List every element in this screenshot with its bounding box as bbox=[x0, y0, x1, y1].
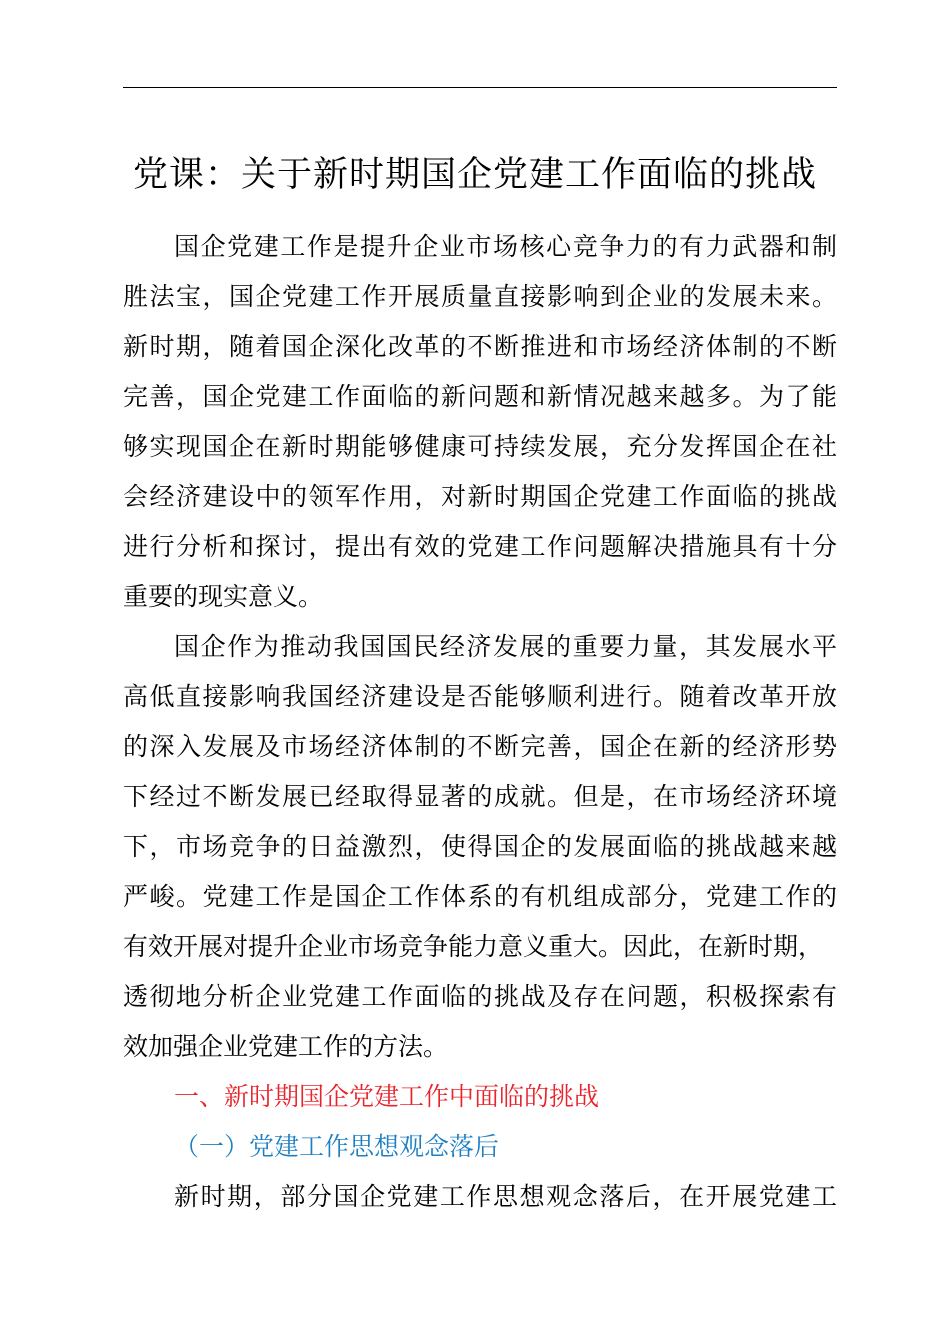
text-line: 下，市场竞争的日益激烈，使得国企的发展面临的挑战越来越 bbox=[123, 832, 837, 861]
text-line: 完善，国企党建工作面临的新问题和新情况越来越多。为了能 bbox=[123, 382, 837, 411]
document-title: 党课：关于新时期国企党建工作面临的挑战 bbox=[132, 155, 817, 195]
text-line: 新时期，部分国企党建工作思想观念落后，在开展党建工 bbox=[174, 1182, 837, 1211]
text-line: 国企党建工作是提升企业市场核心竞争力的有力武器和制 bbox=[174, 232, 837, 261]
document-body bbox=[123, 222, 837, 1222]
text-line: 的深入发展及市场经济体制的不断完善，国企在新的经济形势 bbox=[123, 732, 837, 761]
paragraph-2 bbox=[123, 622, 837, 1072]
text-line: 有效开展对提升企业市场竞争能力意义重大。因此，在新时期， bbox=[123, 932, 824, 961]
text-line: 会经济建设中的领军作用，对新时期国企党建工作面临的挑战 bbox=[123, 482, 837, 511]
subsection-heading: （一）党建工作思想观念落后 bbox=[174, 1132, 500, 1161]
section-heading: 一、新时期国企党建工作中面临的挑战 bbox=[174, 1082, 600, 1111]
text-line: 透彻地分析企业党建工作面临的挑战及存在问题，积极探索有 bbox=[123, 982, 837, 1011]
text-line: 新时期，随着国企深化改革的不断推进和市场经济体制的不断 bbox=[123, 332, 837, 361]
header-rule bbox=[123, 87, 837, 88]
text-line: 效加强企业党建工作的方法。 bbox=[123, 1032, 449, 1061]
text-line: 下经过不断发展已经取得显著的成就。但是，在市场经济环境 bbox=[123, 782, 837, 811]
text-line: 进行分析和探讨，提出有效的党建工作问题解决措施具有十分 bbox=[123, 532, 837, 561]
text-line: 胜法宝，国企党建工作开展质量直接影响到企业的发展未来。 bbox=[123, 282, 837, 311]
text-line: 重要的现实意义。 bbox=[123, 582, 324, 611]
text-line: 严峻。党建工作是国企工作体系的有机组成部分，党建工作的 bbox=[123, 882, 837, 911]
paragraph-1 bbox=[123, 222, 837, 622]
paragraph-3 bbox=[123, 1172, 837, 1222]
text-line: 够实现国企在新时期能够健康可持续发展，充分发挥国企在社 bbox=[123, 432, 837, 461]
text-line: 国企作为推动我国国民经济发展的重要力量，其发展水平 bbox=[174, 632, 837, 661]
text-line: 高低直接影响我国经济建设是否能够顺利进行。随着改革开放 bbox=[123, 682, 837, 711]
